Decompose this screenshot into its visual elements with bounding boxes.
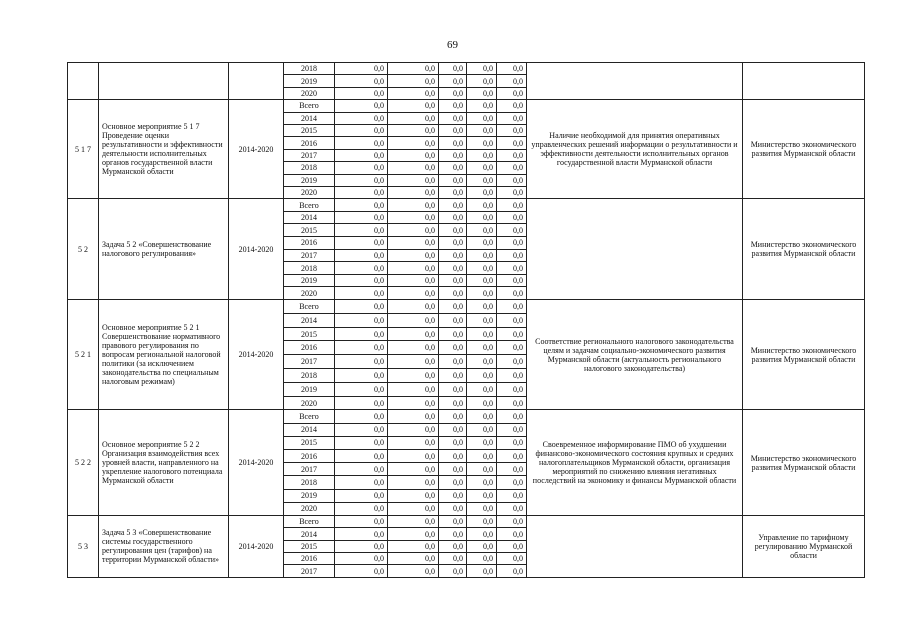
- value-cell: 0,0: [439, 274, 467, 287]
- value-cell: 0,0: [439, 262, 467, 275]
- value-cell: 0,0: [439, 410, 467, 423]
- value-cell: 0,0: [439, 224, 467, 237]
- year-cell: 2019: [284, 75, 335, 87]
- value-cell: 0,0: [335, 87, 388, 99]
- value-cell: 0,0: [439, 75, 467, 87]
- value-cell: 0,0: [335, 137, 388, 149]
- value-cell: 0,0: [335, 528, 388, 540]
- value-cell: 0,0: [497, 63, 527, 75]
- row-executor: Министерство экономического развития Мурманской области: [743, 300, 865, 410]
- row-code: [68, 63, 99, 100]
- row-executor: [743, 63, 865, 100]
- value-cell: 0,0: [467, 87, 497, 99]
- year-cell: 2015: [284, 327, 335, 341]
- value-cell: 0,0: [497, 515, 527, 527]
- value-cell: 0,0: [467, 174, 497, 186]
- value-cell: 0,0: [467, 313, 497, 327]
- value-cell: 0,0: [388, 382, 439, 396]
- value-cell: 0,0: [388, 174, 439, 186]
- year-cell: 2016: [284, 341, 335, 355]
- value-cell: 0,0: [388, 149, 439, 161]
- row-result: Наличие необходимой для принятия оперативных управленческих решений информации о результативности и эффективности деятельности исполнительных органов государственной власти Мурманской области: [527, 100, 743, 199]
- value-cell: 0,0: [335, 410, 388, 423]
- value-cell: 0,0: [467, 540, 497, 552]
- year-cell: 2017: [284, 249, 335, 262]
- value-cell: 0,0: [497, 476, 527, 489]
- value-cell: 0,0: [467, 63, 497, 75]
- value-cell: 0,0: [497, 449, 527, 462]
- year-cell: 2014: [284, 313, 335, 327]
- value-cell: 0,0: [335, 186, 388, 198]
- row-period: [229, 63, 284, 100]
- value-cell: 0,0: [335, 63, 388, 75]
- value-cell: 0,0: [388, 224, 439, 237]
- value-cell: 0,0: [467, 436, 497, 449]
- value-cell: 0,0: [497, 410, 527, 423]
- year-cell: 2019: [284, 174, 335, 186]
- value-cell: 0,0: [497, 369, 527, 383]
- table-row: [68, 515, 865, 527]
- value-cell: 0,0: [497, 502, 527, 515]
- value-cell: 0,0: [467, 186, 497, 198]
- value-cell: 0,0: [467, 75, 497, 87]
- value-cell: 0,0: [467, 476, 497, 489]
- value-cell: 0,0: [388, 262, 439, 275]
- value-cell: 0,0: [497, 112, 527, 124]
- value-cell: 0,0: [497, 540, 527, 552]
- value-cell: 0,0: [335, 224, 388, 237]
- row-result: [527, 199, 743, 300]
- value-cell: 0,0: [335, 199, 388, 212]
- row-code: 5 3: [68, 515, 99, 577]
- row-executor: Министерство экономического развития Мурманской области: [743, 100, 865, 199]
- year-cell: 2018: [284, 369, 335, 383]
- row-code: 5 2 2: [68, 410, 99, 516]
- year-cell: 2017: [284, 149, 335, 161]
- value-cell: 0,0: [497, 489, 527, 502]
- value-cell: 0,0: [388, 287, 439, 300]
- row-executor: Министерство экономического развития Мурманской области: [743, 199, 865, 300]
- value-cell: 0,0: [388, 249, 439, 262]
- value-cell: 0,0: [388, 528, 439, 540]
- value-cell: 0,0: [335, 463, 388, 476]
- year-cell: 2018: [284, 162, 335, 174]
- year-cell: 2018: [284, 63, 335, 75]
- value-cell: 0,0: [335, 237, 388, 250]
- year-cell: 2019: [284, 489, 335, 502]
- row-code: 5 2: [68, 199, 99, 300]
- value-cell: 0,0: [497, 396, 527, 410]
- year-cell: 2014: [284, 211, 335, 224]
- year-cell: 2015: [284, 224, 335, 237]
- value-cell: 0,0: [388, 211, 439, 224]
- value-cell: 0,0: [388, 553, 439, 565]
- row-result: [527, 515, 743, 577]
- value-cell: 0,0: [497, 436, 527, 449]
- value-cell: 0,0: [497, 137, 527, 149]
- table-body: [68, 63, 865, 578]
- value-cell: 0,0: [388, 313, 439, 327]
- value-cell: 0,0: [335, 369, 388, 383]
- value-cell: 0,0: [335, 262, 388, 275]
- row-result: Соответствие регионального налогового законодательства целям и задачам социально-экономического развития Мурманской области (актуальность регионального налогового законодательства): [527, 300, 743, 410]
- year-cell: 2018: [284, 262, 335, 275]
- value-cell: 0,0: [335, 382, 388, 396]
- row-name: Задача 5 3 «Совершенствование системы государственного регулирования цен (тарифов) на территории Мурманской области»: [99, 515, 229, 577]
- value-cell: 0,0: [497, 149, 527, 161]
- row-period: 2014-2020: [229, 199, 284, 300]
- value-cell: 0,0: [439, 149, 467, 161]
- value-cell: 0,0: [439, 124, 467, 136]
- value-cell: 0,0: [467, 355, 497, 369]
- year-cell: 2015: [284, 540, 335, 552]
- value-cell: 0,0: [439, 186, 467, 198]
- value-cell: 0,0: [467, 489, 497, 502]
- value-cell: 0,0: [388, 87, 439, 99]
- value-cell: 0,0: [439, 237, 467, 250]
- year-cell: Всего: [284, 100, 335, 112]
- row-code: 5 1 7: [68, 100, 99, 199]
- year-cell: 2017: [284, 565, 335, 577]
- row-name: [99, 63, 229, 100]
- value-cell: 0,0: [467, 162, 497, 174]
- value-cell: 0,0: [497, 274, 527, 287]
- year-cell: 2017: [284, 355, 335, 369]
- row-name: Основное мероприятие 5 1 7 Проведение оценки результативности и эффективности деятельности исполнительных органов государственной власти Мурманской области: [99, 100, 229, 199]
- value-cell: 0,0: [497, 211, 527, 224]
- value-cell: 0,0: [335, 162, 388, 174]
- value-cell: 0,0: [439, 137, 467, 149]
- year-cell: 2016: [284, 449, 335, 462]
- value-cell: 0,0: [439, 565, 467, 577]
- value-cell: 0,0: [388, 237, 439, 250]
- value-cell: 0,0: [497, 565, 527, 577]
- value-cell: 0,0: [388, 112, 439, 124]
- value-cell: 0,0: [467, 396, 497, 410]
- value-cell: 0,0: [388, 449, 439, 462]
- value-cell: 0,0: [335, 75, 388, 87]
- value-cell: 0,0: [439, 313, 467, 327]
- value-cell: 0,0: [467, 327, 497, 341]
- value-cell: 0,0: [497, 313, 527, 327]
- value-cell: 0,0: [388, 423, 439, 436]
- value-cell: 0,0: [335, 112, 388, 124]
- value-cell: 0,0: [335, 355, 388, 369]
- value-cell: 0,0: [439, 341, 467, 355]
- value-cell: 0,0: [467, 423, 497, 436]
- value-cell: 0,0: [335, 249, 388, 262]
- value-cell: 0,0: [439, 355, 467, 369]
- row-executor: Министерство экономического развития Мурманской области: [743, 410, 865, 516]
- row-result: [527, 63, 743, 100]
- value-cell: 0,0: [388, 476, 439, 489]
- value-cell: 0,0: [467, 410, 497, 423]
- value-cell: 0,0: [467, 502, 497, 515]
- value-cell: 0,0: [388, 396, 439, 410]
- value-cell: 0,0: [439, 100, 467, 112]
- value-cell: 0,0: [335, 174, 388, 186]
- value-cell: 0,0: [388, 186, 439, 198]
- year-cell: 2020: [284, 396, 335, 410]
- table-row: [68, 63, 865, 75]
- year-cell: 2019: [284, 274, 335, 287]
- value-cell: 0,0: [388, 274, 439, 287]
- value-cell: 0,0: [335, 211, 388, 224]
- value-cell: 0,0: [497, 382, 527, 396]
- value-cell: 0,0: [467, 287, 497, 300]
- program-table: [67, 62, 865, 578]
- value-cell: 0,0: [439, 449, 467, 462]
- value-cell: 0,0: [467, 300, 497, 314]
- value-cell: 0,0: [497, 300, 527, 314]
- value-cell: 0,0: [467, 100, 497, 112]
- value-cell: 0,0: [335, 300, 388, 314]
- year-cell: 2020: [284, 502, 335, 515]
- value-cell: 0,0: [439, 553, 467, 565]
- value-cell: 0,0: [439, 528, 467, 540]
- value-cell: 0,0: [467, 249, 497, 262]
- value-cell: 0,0: [467, 528, 497, 540]
- value-cell: 0,0: [388, 137, 439, 149]
- value-cell: 0,0: [388, 565, 439, 577]
- value-cell: 0,0: [388, 489, 439, 502]
- value-cell: 0,0: [439, 382, 467, 396]
- row-period: 2014-2020: [229, 100, 284, 199]
- value-cell: 0,0: [467, 449, 497, 462]
- value-cell: 0,0: [388, 369, 439, 383]
- year-cell: 2018: [284, 476, 335, 489]
- value-cell: 0,0: [335, 287, 388, 300]
- year-cell: 2019: [284, 382, 335, 396]
- value-cell: 0,0: [335, 396, 388, 410]
- value-cell: 0,0: [467, 515, 497, 527]
- value-cell: 0,0: [439, 489, 467, 502]
- row-code: 5 2 1: [68, 300, 99, 410]
- value-cell: 0,0: [467, 565, 497, 577]
- year-cell: Всего: [284, 410, 335, 423]
- value-cell: 0,0: [497, 100, 527, 112]
- value-cell: 0,0: [335, 553, 388, 565]
- value-cell: 0,0: [467, 224, 497, 237]
- table-row: [68, 300, 865, 314]
- year-cell: 2020: [284, 287, 335, 300]
- value-cell: 0,0: [335, 327, 388, 341]
- year-cell: 2020: [284, 87, 335, 99]
- year-cell: 2016: [284, 237, 335, 250]
- value-cell: 0,0: [388, 327, 439, 341]
- value-cell: 0,0: [439, 211, 467, 224]
- value-cell: 0,0: [467, 382, 497, 396]
- value-cell: 0,0: [497, 237, 527, 250]
- table-row: [68, 199, 865, 212]
- value-cell: 0,0: [439, 63, 467, 75]
- value-cell: 0,0: [467, 137, 497, 149]
- value-cell: 0,0: [439, 87, 467, 99]
- value-cell: 0,0: [388, 410, 439, 423]
- page-number: 69: [447, 39, 458, 51]
- value-cell: 0,0: [439, 369, 467, 383]
- value-cell: 0,0: [439, 476, 467, 489]
- row-period: 2014-2020: [229, 410, 284, 516]
- year-cell: Всего: [284, 199, 335, 212]
- row-name: Основное мероприятие 5 2 2 Организация взаимодействия всех уровней власти, направленного на укрепление налогового потенциала Мурманской области: [99, 410, 229, 516]
- value-cell: 0,0: [388, 300, 439, 314]
- table-row: [68, 410, 865, 423]
- value-cell: 0,0: [388, 502, 439, 515]
- value-cell: 0,0: [388, 463, 439, 476]
- value-cell: 0,0: [335, 274, 388, 287]
- row-name: Задача 5 2 «Совершенствование налогового регулирования»: [99, 199, 229, 300]
- value-cell: 0,0: [467, 262, 497, 275]
- row-name: Основное мероприятие 5 2 1 Совершенствование нормативного правового регулирования по вопросам региональной налоговой политики (за исключением законодательства по специальным налоговым режимам): [99, 300, 229, 410]
- row-result: Своевременное информирование ПМО об ухудшении финансово-экономического состояния крупных и средних налогоплательщиков Мурманской области, организация мероприятий по снижению влияния негативных последствий на экономику и финансы Мурманской области: [527, 410, 743, 516]
- value-cell: 0,0: [388, 341, 439, 355]
- value-cell: 0,0: [497, 174, 527, 186]
- value-cell: 0,0: [439, 300, 467, 314]
- value-cell: 0,0: [439, 515, 467, 527]
- value-cell: 0,0: [335, 124, 388, 136]
- value-cell: 0,0: [335, 489, 388, 502]
- value-cell: 0,0: [439, 174, 467, 186]
- value-cell: 0,0: [467, 124, 497, 136]
- value-cell: 0,0: [497, 287, 527, 300]
- value-cell: 0,0: [335, 341, 388, 355]
- value-cell: 0,0: [497, 341, 527, 355]
- value-cell: 0,0: [388, 199, 439, 212]
- value-cell: 0,0: [335, 540, 388, 552]
- year-cell: 2015: [284, 436, 335, 449]
- value-cell: 0,0: [497, 75, 527, 87]
- value-cell: 0,0: [335, 423, 388, 436]
- value-cell: 0,0: [335, 100, 388, 112]
- value-cell: 0,0: [467, 149, 497, 161]
- value-cell: 0,0: [439, 396, 467, 410]
- value-cell: 0,0: [497, 199, 527, 212]
- value-cell: 0,0: [439, 463, 467, 476]
- value-cell: 0,0: [439, 249, 467, 262]
- value-cell: 0,0: [335, 565, 388, 577]
- value-cell: 0,0: [388, 355, 439, 369]
- value-cell: 0,0: [388, 436, 439, 449]
- year-cell: 2017: [284, 463, 335, 476]
- value-cell: 0,0: [467, 553, 497, 565]
- value-cell: 0,0: [335, 502, 388, 515]
- value-cell: 0,0: [497, 224, 527, 237]
- value-cell: 0,0: [467, 199, 497, 212]
- value-cell: 0,0: [497, 186, 527, 198]
- value-cell: 0,0: [335, 449, 388, 462]
- value-cell: 0,0: [335, 313, 388, 327]
- value-cell: 0,0: [388, 540, 439, 552]
- value-cell: 0,0: [467, 112, 497, 124]
- value-cell: 0,0: [497, 355, 527, 369]
- value-cell: 0,0: [439, 287, 467, 300]
- value-cell: 0,0: [439, 199, 467, 212]
- value-cell: 0,0: [439, 112, 467, 124]
- value-cell: 0,0: [335, 149, 388, 161]
- value-cell: 0,0: [388, 162, 439, 174]
- value-cell: 0,0: [388, 100, 439, 112]
- value-cell: 0,0: [335, 436, 388, 449]
- value-cell: 0,0: [388, 515, 439, 527]
- value-cell: 0,0: [439, 162, 467, 174]
- value-cell: 0,0: [439, 436, 467, 449]
- year-cell: 2016: [284, 137, 335, 149]
- value-cell: 0,0: [467, 341, 497, 355]
- value-cell: 0,0: [439, 327, 467, 341]
- value-cell: 0,0: [467, 369, 497, 383]
- value-cell: 0,0: [467, 463, 497, 476]
- year-cell: 2014: [284, 528, 335, 540]
- value-cell: 0,0: [467, 274, 497, 287]
- table-row: [68, 100, 865, 112]
- value-cell: 0,0: [388, 75, 439, 87]
- value-cell: 0,0: [497, 553, 527, 565]
- value-cell: 0,0: [467, 237, 497, 250]
- value-cell: 0,0: [497, 463, 527, 476]
- year-cell: 2014: [284, 112, 335, 124]
- value-cell: 0,0: [497, 327, 527, 341]
- value-cell: 0,0: [439, 423, 467, 436]
- year-cell: 2015: [284, 124, 335, 136]
- value-cell: 0,0: [388, 124, 439, 136]
- year-cell: 2014: [284, 423, 335, 436]
- row-period: 2014-2020: [229, 515, 284, 577]
- value-cell: 0,0: [388, 63, 439, 75]
- value-cell: 0,0: [497, 528, 527, 540]
- row-executor: Управление по тарифному регулированию Мурманской области: [743, 515, 865, 577]
- value-cell: 0,0: [335, 476, 388, 489]
- value-cell: 0,0: [497, 87, 527, 99]
- value-cell: 0,0: [497, 249, 527, 262]
- year-cell: Всего: [284, 300, 335, 314]
- value-cell: 0,0: [439, 502, 467, 515]
- year-cell: 2016: [284, 553, 335, 565]
- value-cell: 0,0: [335, 515, 388, 527]
- row-period: 2014-2020: [229, 300, 284, 410]
- year-cell: Всего: [284, 515, 335, 527]
- value-cell: 0,0: [497, 423, 527, 436]
- value-cell: 0,0: [497, 262, 527, 275]
- value-cell: 0,0: [497, 162, 527, 174]
- value-cell: 0,0: [439, 540, 467, 552]
- value-cell: 0,0: [467, 211, 497, 224]
- value-cell: 0,0: [497, 124, 527, 136]
- year-cell: 2020: [284, 186, 335, 198]
